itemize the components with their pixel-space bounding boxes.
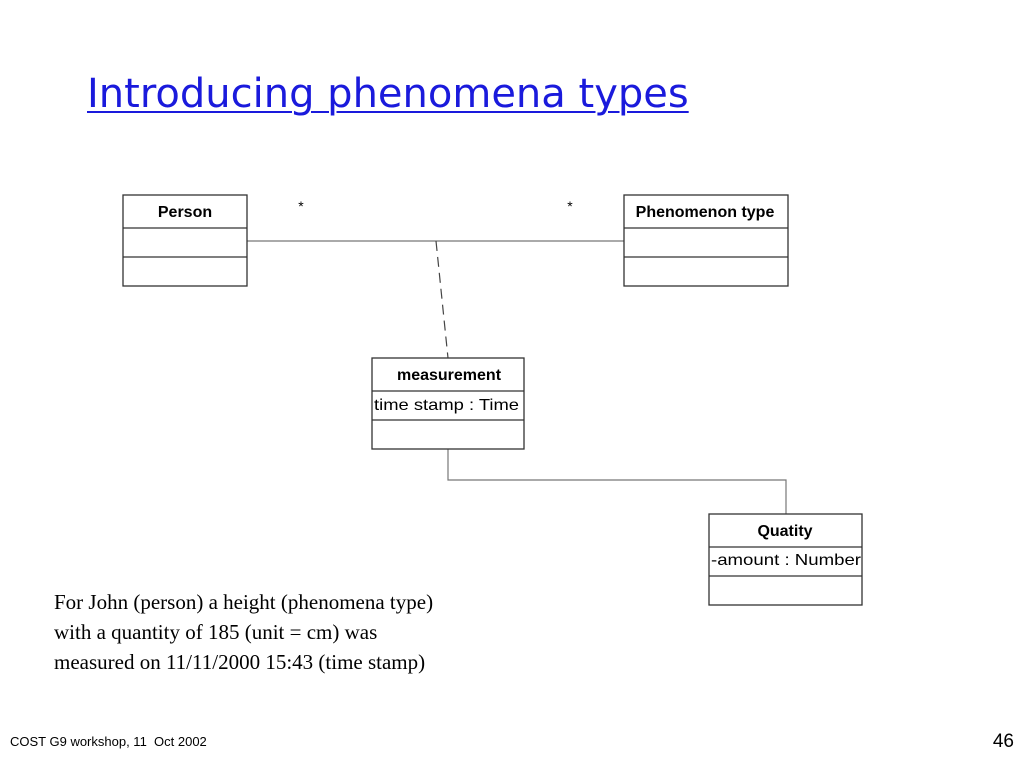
phenomenon-multiplicity: * bbox=[567, 198, 573, 214]
association-class-link bbox=[436, 241, 448, 358]
caption-line-3: measured on 11/11/2000 15:43 (time stamp) bbox=[54, 650, 426, 674]
caption-line-2: with a quantity of 185 (unit = cm) was bbox=[54, 620, 378, 644]
footer-text: COST G9 workshop, 11 Oct 2002 bbox=[10, 734, 207, 749]
person-multiplicity: * bbox=[298, 198, 304, 214]
class-phenomenon-type bbox=[624, 195, 788, 286]
slide-title: Introducing phenomena types bbox=[87, 71, 689, 117]
class-person bbox=[123, 195, 247, 286]
measurement-quatity-link bbox=[448, 449, 786, 514]
caption-line-1: For John (person) a height (phenomena type) bbox=[54, 590, 434, 614]
class-phenomenon-type-name: Phenomenon type bbox=[635, 204, 775, 221]
class-quatity-name: Quatity bbox=[757, 523, 813, 540]
class-quatity-attribute: -amount : Number bbox=[711, 552, 862, 569]
page-number: 46 bbox=[992, 731, 1014, 752]
class-measurement-attribute: time stamp : Time bbox=[374, 397, 520, 414]
class-quatity bbox=[709, 514, 862, 605]
caption bbox=[54, 587, 614, 677]
class-measurement bbox=[372, 358, 524, 449]
class-person-name: Person bbox=[157, 204, 213, 221]
class-measurement-name: measurement bbox=[396, 367, 502, 384]
